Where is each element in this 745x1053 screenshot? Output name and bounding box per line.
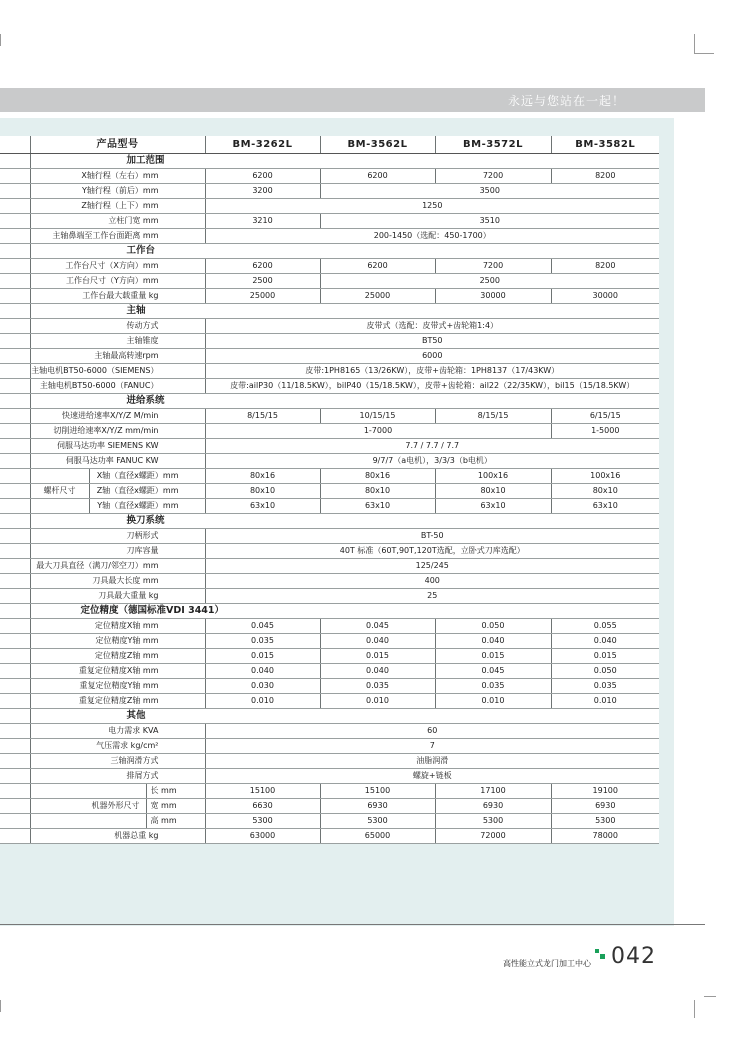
section-title: 换刀系统 — [30, 514, 659, 529]
cell: 100x16 — [551, 469, 659, 484]
row-label: 立柱门宽 mm — [30, 214, 205, 229]
row-label: 定位精度X轴 mm — [30, 619, 205, 634]
cell: 60 — [205, 724, 659, 739]
cell: 7 — [205, 739, 659, 754]
dims-group-label: 机器外形尺寸 — [91, 801, 140, 810]
table-row — [0, 619, 659, 634]
cell: 0.040 — [205, 664, 320, 679]
row-label: 传动方式 — [30, 319, 205, 334]
cell: 63x10 — [205, 499, 320, 514]
table-row — [0, 739, 659, 754]
cell: 0.035 — [551, 679, 659, 694]
cell: 6630 — [205, 799, 320, 814]
cell: 6/15/15 — [551, 409, 659, 424]
table-row — [0, 184, 659, 199]
table-row — [0, 814, 659, 829]
cell: 6200 — [320, 169, 435, 184]
cell: 0.015 — [435, 649, 551, 664]
cell: 0.040 — [320, 664, 435, 679]
cell: 80x10 — [205, 484, 320, 499]
cell: 5300 — [320, 814, 435, 829]
cell: 6930 — [320, 799, 435, 814]
row-label: Y轴行程（前后）mm — [30, 184, 205, 199]
section-row — [0, 394, 659, 409]
cell: 8200 — [551, 169, 659, 184]
cell: 0.015 — [320, 649, 435, 664]
crop-mark-top-right-h — [694, 53, 714, 54]
table-row — [0, 649, 659, 664]
row-label: 高 mm — [146, 814, 205, 828]
table-row — [0, 454, 659, 469]
cell: 7200 — [435, 259, 551, 274]
section-row — [0, 154, 659, 169]
table-row — [0, 829, 659, 844]
cell: 40T 标准（60T,90T,120T选配，立卧式刀库选配） — [205, 544, 659, 559]
row-label: 刀具最大重量 kg — [30, 589, 205, 604]
cell: 80x16 — [205, 469, 320, 484]
cell: 63x10 — [435, 499, 551, 514]
row-label: 刀柄形式 — [30, 529, 205, 544]
crop-mark-bottom-right-h — [704, 996, 716, 997]
cell: 1-5000 — [551, 424, 659, 439]
row-label: 机器总重 kg — [30, 829, 205, 844]
table-row — [0, 229, 659, 244]
cell: 63000 — [205, 829, 320, 844]
cell: 8/15/15 — [435, 409, 551, 424]
section-row — [0, 304, 659, 319]
crop-mark-bottom-left — [0, 1000, 1, 1012]
row-label: 工作台尺寸（X方向）mm — [30, 259, 205, 274]
cell: 0.040 — [435, 634, 551, 649]
table-row — [0, 634, 659, 649]
cell: 25000 — [320, 289, 435, 304]
page-number: 042 — [611, 944, 656, 969]
row-label: X轴（直径x螺距）mm — [89, 469, 205, 483]
row-label: 主轴鼻端至工作台面距离 mm — [30, 229, 205, 244]
table-row — [0, 259, 659, 274]
table-row — [0, 289, 659, 304]
cell: 0.045 — [435, 664, 551, 679]
cell: 3200 — [205, 184, 320, 199]
cell: 17100 — [435, 784, 551, 799]
section-title: 加工范围 — [30, 154, 659, 169]
brand-mark-icon — [595, 949, 605, 959]
row-label: 宽 mm — [146, 799, 205, 813]
row-label: 伺服马达功率 SIEMENS KW — [30, 439, 205, 454]
row-label: Z轴（直径x螺距）mm — [89, 484, 205, 498]
section-row — [0, 514, 659, 529]
cell: 0.040 — [551, 634, 659, 649]
table-row — [0, 664, 659, 679]
cell: 皮带:ailP30（11/18.5KW），bilP40（15/18.5KW），皮带+齿轮箱：ail22（22/35KW），bil15（15/18.5KW） — [205, 379, 659, 394]
table-row — [0, 799, 659, 814]
cell: 0.015 — [551, 649, 659, 664]
crop-mark-top-right-v — [694, 34, 695, 53]
spec-table — [0, 136, 659, 844]
cell: 25000 — [205, 289, 320, 304]
cell: 0.010 — [205, 694, 320, 709]
cell: 6000 — [205, 349, 659, 364]
table-row — [0, 679, 659, 694]
crop-mark-top-left — [0, 34, 1, 46]
table-row — [0, 349, 659, 364]
cell: 3510 — [320, 214, 659, 229]
section-row — [0, 604, 659, 619]
cell: 65000 — [320, 829, 435, 844]
cell: 皮带:1PH8165（13/26KW），皮带+齿轮箱：1PH8137（17/43KW） — [205, 364, 659, 379]
cell: BT50 — [205, 334, 659, 349]
cell: 1250 — [205, 199, 659, 214]
cell: 0.035 — [435, 679, 551, 694]
row-label: 重复定位精度Y轴 mm — [30, 679, 205, 694]
table-row — [0, 169, 659, 184]
cell: 80x10 — [435, 484, 551, 499]
section-title: 进给系统 — [30, 394, 659, 409]
table-row — [0, 214, 659, 229]
row-label: Y轴（直径x螺距）mm — [89, 499, 205, 513]
section-title: 主轴 — [30, 304, 659, 319]
row-label: 刀具最大长度 mm — [30, 574, 205, 589]
section-title: 其他 — [30, 709, 659, 724]
cell: 0.055 — [551, 619, 659, 634]
cell: 78000 — [551, 829, 659, 844]
model-label: 产品型号 — [30, 136, 205, 154]
cell: 油脂润滑 — [205, 754, 659, 769]
row-label: 主轴电机BT50-6000（SIEMENS） — [30, 364, 205, 379]
cell: 0.010 — [551, 694, 659, 709]
cell: 0.050 — [551, 664, 659, 679]
table-row — [0, 574, 659, 589]
table-row — [0, 589, 659, 604]
table-row — [0, 769, 659, 784]
footer-rule — [0, 924, 705, 925]
cell: 63x10 — [320, 499, 435, 514]
cell: 80x16 — [320, 469, 435, 484]
cell: 0.050 — [435, 619, 551, 634]
row-label: 重复定位精度X轴 mm — [30, 664, 205, 679]
row-label: 切削进给速率X/Y/Z mm/min — [30, 424, 205, 439]
cell: 3500 — [320, 184, 659, 199]
table-row — [0, 559, 659, 574]
cell: 0.045 — [320, 619, 435, 634]
cell: 7.7 / 7.7 / 7.7 — [205, 439, 659, 454]
row-label: 伺服马达功率 FANUC KW — [30, 454, 205, 469]
section-title: 定位精度（德国标准VDI 3441） — [30, 604, 659, 619]
cell: 63x10 — [551, 499, 659, 514]
cell: 8200 — [551, 259, 659, 274]
cell: 螺旋+链板 — [205, 769, 659, 784]
cell: 6200 — [320, 259, 435, 274]
table-row — [0, 424, 659, 439]
table-row — [0, 724, 659, 739]
section-row — [0, 244, 659, 259]
cell: 30000 — [551, 289, 659, 304]
table-row — [0, 439, 659, 454]
table-row — [0, 484, 659, 499]
cell: 5300 — [205, 814, 320, 829]
row-label: 最大刀具直径（满刀/邻空刀）mm — [30, 559, 205, 574]
table-row — [0, 499, 659, 514]
cell: 0.015 — [205, 649, 320, 664]
table-row — [0, 784, 659, 799]
row-label: 主轴最高转速rpm — [30, 349, 205, 364]
cell: 0.040 — [320, 634, 435, 649]
cell: 200-1450（选配：450-1700） — [205, 229, 659, 244]
row-label: 定位精度Z轴 mm — [30, 649, 205, 664]
crop-mark-bottom-right-v — [694, 1000, 695, 1018]
slogan-text: 永远与您站在一起！ — [507, 94, 625, 108]
table-row — [0, 274, 659, 289]
cell: 100x16 — [435, 469, 551, 484]
table-row — [0, 544, 659, 559]
screw-group-label: 螺杆尺寸 — [43, 486, 76, 495]
table-row — [0, 529, 659, 544]
cell: 7200 — [435, 169, 551, 184]
footer-product-line: 高性能立式龙门加工中心 — [503, 959, 591, 968]
cell: BT-50 — [205, 529, 659, 544]
cell: 19100 — [551, 784, 659, 799]
table-row — [0, 409, 659, 424]
model-3: BM-3572L — [435, 136, 551, 154]
cell: 1-7000 — [205, 424, 551, 439]
cell: 15100 — [320, 784, 435, 799]
row-label: 三轴润滑方式 — [30, 754, 205, 769]
row-label: X轴行程（左右）mm — [30, 169, 205, 184]
table-row — [0, 319, 659, 334]
table-row — [0, 694, 659, 709]
row-label: Z轴行程（上下）mm — [30, 199, 205, 214]
cell: 皮带式（选配：皮带式+齿轮箱1:4） — [205, 319, 659, 334]
row-label: 定位精度Y轴 mm — [30, 634, 205, 649]
table-row — [0, 469, 659, 484]
cell: 25 — [205, 589, 659, 604]
cell: 8/15/15 — [205, 409, 320, 424]
cell: 2500 — [205, 274, 320, 289]
table-row — [0, 364, 659, 379]
cell: 72000 — [435, 829, 551, 844]
cell: 3210 — [205, 214, 320, 229]
row-label: 排屑方式 — [30, 769, 205, 784]
cell: 0.010 — [435, 694, 551, 709]
row-label: 主轴锥度 — [30, 334, 205, 349]
table-row — [0, 199, 659, 214]
row-label: 长 mm — [146, 784, 205, 798]
model-2: BM-3562L — [320, 136, 435, 154]
header-row — [0, 136, 659, 154]
row-label: 气压需求 kg/cm² — [30, 739, 205, 754]
cell: 30000 — [435, 289, 551, 304]
cell: 0.030 — [205, 679, 320, 694]
cell: 2500 — [320, 274, 659, 289]
slogan-banner — [0, 88, 705, 112]
row-label: 工作台尺寸（Y方向）mm — [30, 274, 205, 289]
row-label: 工作台最大载重量 kg — [30, 289, 205, 304]
table-row — [0, 334, 659, 349]
cell: 6200 — [205, 169, 320, 184]
cell: 125/245 — [205, 559, 659, 574]
table-row — [0, 379, 659, 394]
cell: 5300 — [435, 814, 551, 829]
cell: 0.010 — [320, 694, 435, 709]
section-row — [0, 709, 659, 724]
cell: 0.035 — [320, 679, 435, 694]
table-row — [0, 754, 659, 769]
model-1: BM-3262L — [205, 136, 320, 154]
cell: 6930 — [551, 799, 659, 814]
cell: 15100 — [205, 784, 320, 799]
cell: 80x10 — [551, 484, 659, 499]
cell: 6930 — [435, 799, 551, 814]
cell: 80x10 — [320, 484, 435, 499]
row-label: 主轴电机BT50-6000（FANUC） — [30, 379, 205, 394]
row-label: 刀库容量 — [30, 544, 205, 559]
model-4: BM-3582L — [551, 136, 659, 154]
cell: 0.035 — [205, 634, 320, 649]
cell: 400 — [205, 574, 659, 589]
cell: 9/7/7（a电机），3/3/3（b电机） — [205, 454, 659, 469]
row-label: 快速进给速率X/Y/Z M/min — [30, 409, 205, 424]
cell: 10/15/15 — [320, 409, 435, 424]
cell: 0.045 — [205, 619, 320, 634]
section-title: 工作台 — [30, 244, 659, 259]
cell: 5300 — [551, 814, 659, 829]
row-label: 重复定位精度Z轴 mm — [30, 694, 205, 709]
row-label: 电力需求 KVA — [30, 724, 205, 739]
cell: 6200 — [205, 259, 320, 274]
